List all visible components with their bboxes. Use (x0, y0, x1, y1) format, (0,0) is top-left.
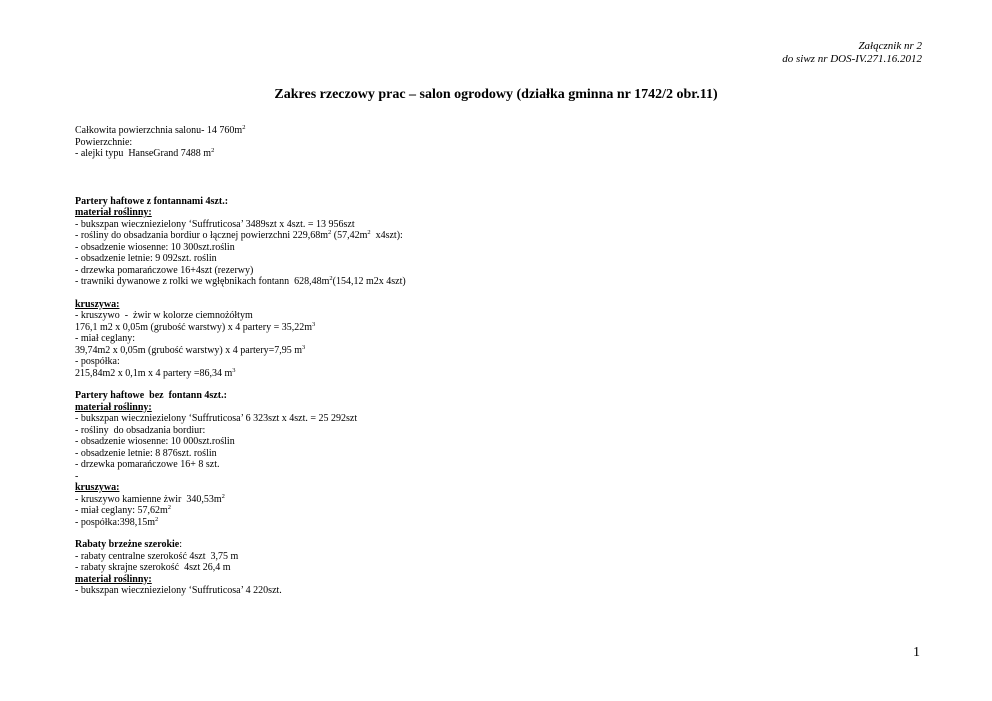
plant-material-heading: materiał roślinny: (75, 573, 152, 585)
list-item: - bukszpan wieczniezielony ‘Suffruticosa’ 4 220szt. (75, 585, 282, 596)
list-item: 39,74m2 x 0,05m (grubość warstwy) x 4 partery=7,95 $m^3$ (75, 343, 306, 356)
list-item: - drzewka pomarańczowe 16+ 8 szt. (75, 459, 220, 470)
section-parterres-without-fountains (75, 390, 875, 528)
intro-block (75, 125, 875, 160)
list-item: - obsadzenie letnie: 8 876szt. roślin (75, 447, 217, 459)
page-number: 1 (913, 645, 920, 660)
list-item: - miał ceglany: (75, 333, 135, 344)
list-item: - pospółka: (75, 356, 120, 367)
section-heading: Partery haftowe bez fontann 4szt.: (75, 390, 227, 401)
list-item: - rośliny do obsadzania bordiur: (75, 424, 206, 436)
section-heading: Partery haftowe z fontannami 4szt.: (75, 195, 229, 207)
surfaces-label: Powierzchnie: (75, 136, 133, 148)
list-item: - bukszpan wieczniezielony ‘Suffruticosa’ 6 323szt x 4szt. = 25 292szt (75, 413, 358, 424)
list-item: - obsadzenie wiosenne: 10 000szt.roślin (75, 436, 235, 447)
list-item: - rabaty centralne szerokość 4szt 3,75 m (75, 550, 239, 562)
list-item: - rośliny do obsadzania bordiur o łącznej powierzchni $229,68m^2$ ($57,42m^2$ x4szt): (75, 229, 403, 241)
section-wide-border-beds (75, 539, 875, 597)
section-parterres-with-fountains (75, 196, 875, 380)
total-area-line: Całkowita powierzchnia salonu- 14 $760m^2$ (75, 124, 246, 136)
list-item: - rabaty skrajne szerokość 4szt 26,4 m (75, 562, 231, 573)
aggregates-heading: kruszywa: (75, 482, 120, 493)
list-item: - kruszywo kamienne żwir $340,53m^2$ (75, 492, 225, 505)
list-item: - drzewka pomarańczowe 16+4szt (rezerwy) (75, 264, 254, 276)
list-item: - $pospółka:398,15m^2$ (75, 515, 159, 528)
list-item: 176,1 m2 x 0,05m (grubość warstwy) x 4 partery = $35,22m^3$ (75, 320, 316, 333)
document-body (75, 125, 875, 597)
list-item: - obsadzenie wiosenne: 10 300szt.roślin (75, 241, 235, 253)
list-item: - miał ceglany: $57,62m^2$ (75, 504, 172, 516)
alleys-line: - alejki typu HanseGrand 7488 $m^2$ (75, 147, 215, 159)
list-item: - trawniki dywanowe z rolki we wgłębnikach fontann $628,48m^2(154,12$ m2x 4szt) (75, 275, 406, 287)
section-heading: Rabaty brzeżne szerokie: (75, 539, 183, 550)
plant-material-heading: materiał roślinny: (75, 207, 152, 218)
list-item: 215,84m2 x 0,1m x 4 partery =86,34 $m^3$ (75, 366, 236, 379)
page-title: Zakres rzeczowy prac – salon ogrodowy (działka gminna nr 1742/2 obr.11) (274, 87, 718, 102)
annex-tender-ref: do siwz nr DOS-IV.271.16.2012 (782, 53, 922, 65)
list-item: - (75, 470, 79, 482)
annex-number: Załącznik nr 2 (858, 40, 922, 52)
list-item: - kruszywo - żwir w kolorze ciemnożółtym (75, 310, 253, 321)
list-item: - bukszpan wieczniezielony ‘Suffruticosa’ 3489szt x 4szt. = 13 956szt (75, 218, 355, 230)
list-item: - obsadzenie letnie: 9 092szt. roślin (75, 253, 217, 264)
annex-reference (782, 40, 922, 66)
aggregates-heading: kruszywa: (75, 298, 120, 310)
plant-material-heading: materiał roślinny: (75, 401, 152, 413)
